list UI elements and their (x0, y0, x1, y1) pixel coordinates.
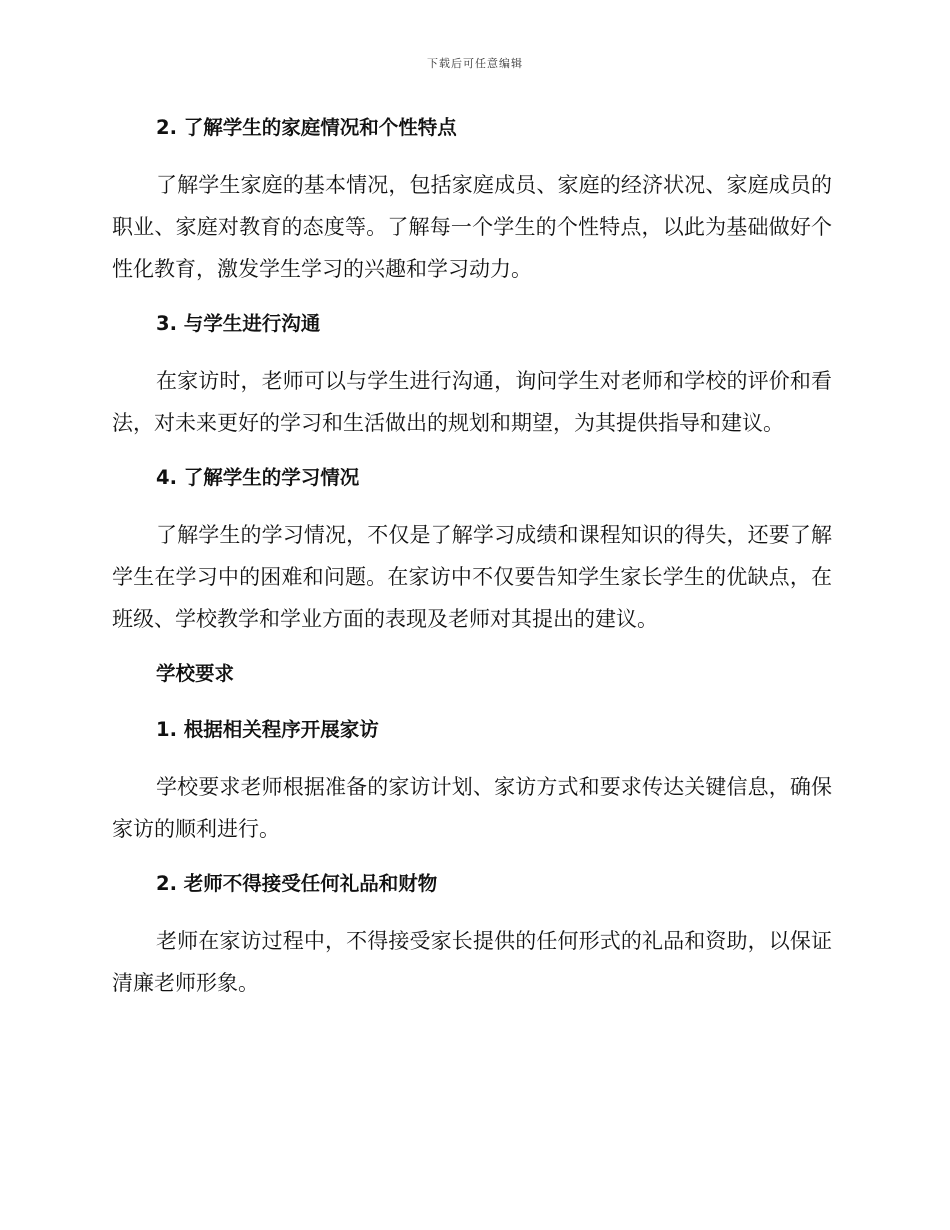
section-paragraph-no-gifts: 老师在家访过程中，不得接受家长提供的任何形式的礼品和资助，以保证清廉老师形象。 (112, 929, 832, 995)
section-paragraph-procedure: 学校要求老师根据准备的家访计划、家访方式和要求传达关键信息，确保家访的顺利进行。 (112, 775, 832, 841)
section-paragraph-communication: 在家访时，老师可以与学生进行沟通，询问学生对老师和学校的评价和看法，对未来更好的学习和生活做出的规划和期望，为其提供指导和建议。 (112, 369, 832, 435)
section-heading-family-info: 2. 了解学生的家庭情况和个性特点 (156, 116, 457, 139)
section-heading-no-gifts: 2. 老师不得接受任何礼品和财物 (156, 872, 438, 895)
section-heading-procedure: 1. 根据相关程序开展家访 (156, 718, 379, 741)
document-body (112, 108, 832, 1018)
section-heading-communication: 3. 与学生进行沟通 (156, 312, 321, 335)
section-heading-study-status: 4. 了解学生的学习情况 (156, 466, 360, 489)
page-header: 下载后可任意编辑 (427, 57, 523, 70)
section-paragraph-study-status: 了解学生的学习情况，不仅是了解学习成绩和课程知识的得失，还要了解学生在学习中的困难和问题。在家访中不仅要告知学生家长学生的优缺点，在班级、学校教学和学业方面的表现及老师对其提出的建议。 (112, 523, 832, 631)
section-heading-school-requirements: 学校要求 (156, 662, 235, 685)
section-paragraph-family-info: 了解学生家庭的基本情况，包括家庭成员、家庭的经济状况、家庭成员的职业、家庭对教育的态度等。了解每一个学生的个性特点，以此为基础做好个性化教育，激发学生学习的兴趣和学习动力。 (112, 173, 832, 281)
